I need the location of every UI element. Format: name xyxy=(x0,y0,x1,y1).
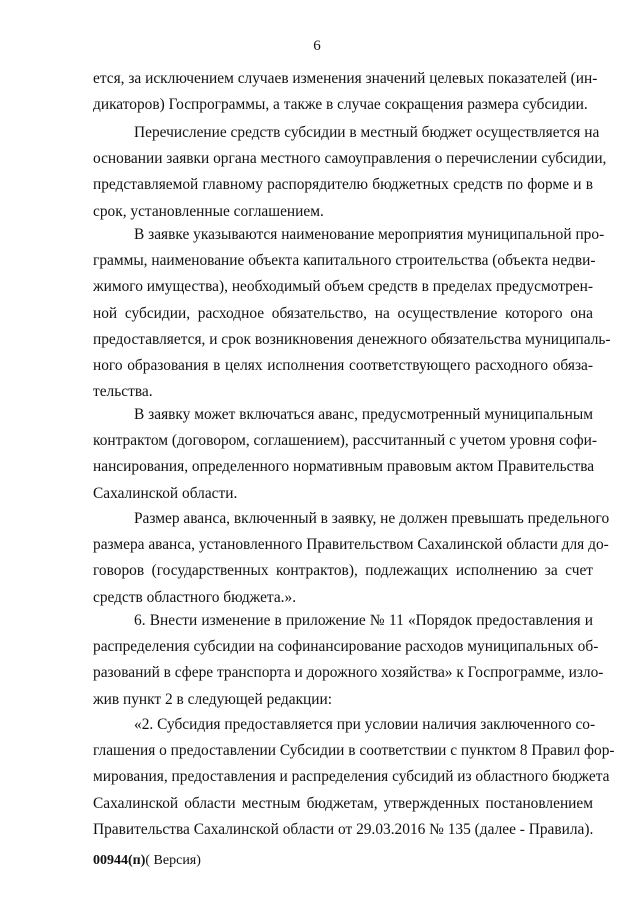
document-version: ( Версия) xyxy=(145,853,201,868)
text-line: «2. Субсидия предоставляется при условии наличия заключенного со- xyxy=(134,716,596,733)
text-line: граммы, наименование объекта капитального строительства (объекта недви- xyxy=(93,252,596,270)
paragraph xyxy=(93,66,598,118)
text-line: Размер аванса, включенный в заявку, не должен превышать предельного xyxy=(134,510,610,527)
text-line: жимого имущества), необходимый объем средств в пределах предусмотрен- xyxy=(93,278,593,296)
text-line: говоров (государственных контрактов), подлежащих исполнению за счет xyxy=(93,562,593,580)
text-line: разований в сфере транспорта и дорожного хозяйства» к Госпрограмме, изло- xyxy=(93,664,604,682)
text-line: Перечисление средств субсидии в местный бюджет осуществляется на xyxy=(134,124,600,141)
text-line: ной субсидии, расходное обязательство, на осуществление которого она xyxy=(93,304,593,322)
text-line: основании заявки органа местного самоуправления о перечислении субсидии, xyxy=(93,150,607,168)
text-line: предоставляется, и срок возникновения денежного обязательства муниципаль- xyxy=(93,330,611,348)
text-line: контрактом (договором, соглашением), рассчитанный с учетом уровня софи- xyxy=(93,432,597,450)
text-line: В заявке указываются наименование мероприятия муниципальной про- xyxy=(134,226,605,243)
text-line: нансирования, определенного нормативным правовым актом Правительства xyxy=(93,458,595,476)
paragraph xyxy=(93,712,615,843)
text-line: размера аванса, установленного Правительством Сахалинской области для до- xyxy=(93,536,609,554)
text-line: средств областного бюджета.». xyxy=(93,588,297,606)
text-line: Сахалинской области местным бюджетам, утвержденных постановлением xyxy=(93,794,593,812)
text-line: представляемой главному распорядителю бюджетных средств по форме и в xyxy=(93,176,593,194)
text-line: ется, за исключением случаев изменения значений целевых показателей (ин- xyxy=(93,70,598,87)
text-line: Правительства Сахалинской области от 29.03.2016 № 135 (далее - Правила). xyxy=(93,820,594,838)
document-footer xyxy=(93,852,201,870)
paragraph xyxy=(93,402,597,507)
text-line: глашения о предоставлении Субсидии в соответствии с пунктом 8 Правил фор- xyxy=(93,742,615,760)
text-line: мирования, предоставления и распределения субсидий из областного бюджета xyxy=(93,768,610,786)
text-line: Сахалинской области. xyxy=(93,484,238,502)
text-line: ного образования в целях исполнения соответствующего расходного обяза- xyxy=(93,356,593,374)
document-code: 00944(п) xyxy=(93,853,146,868)
text-line: жив пункт 2 в следующей редакции: xyxy=(93,690,333,708)
text-line: срок, установленные соглашением. xyxy=(93,202,324,220)
paragraph xyxy=(93,120,607,225)
text-line: тельства. xyxy=(93,383,153,401)
text-line: 6. Внести изменение в приложение № 11 «Порядок предоставления и xyxy=(134,612,593,629)
text-line: дикаторов) Госпрограммы, а также в случае сокращения размера субсидии. xyxy=(93,96,588,114)
text-line: распределения субсидии на софинансирование расходов муниципальных об- xyxy=(93,638,599,656)
page-number: 6 xyxy=(313,38,321,54)
paragraph xyxy=(93,506,610,611)
paragraph xyxy=(93,608,604,713)
paragraph xyxy=(93,222,611,405)
text-line: В заявку может включаться аванс, предусмотренный муниципальным xyxy=(134,406,593,423)
